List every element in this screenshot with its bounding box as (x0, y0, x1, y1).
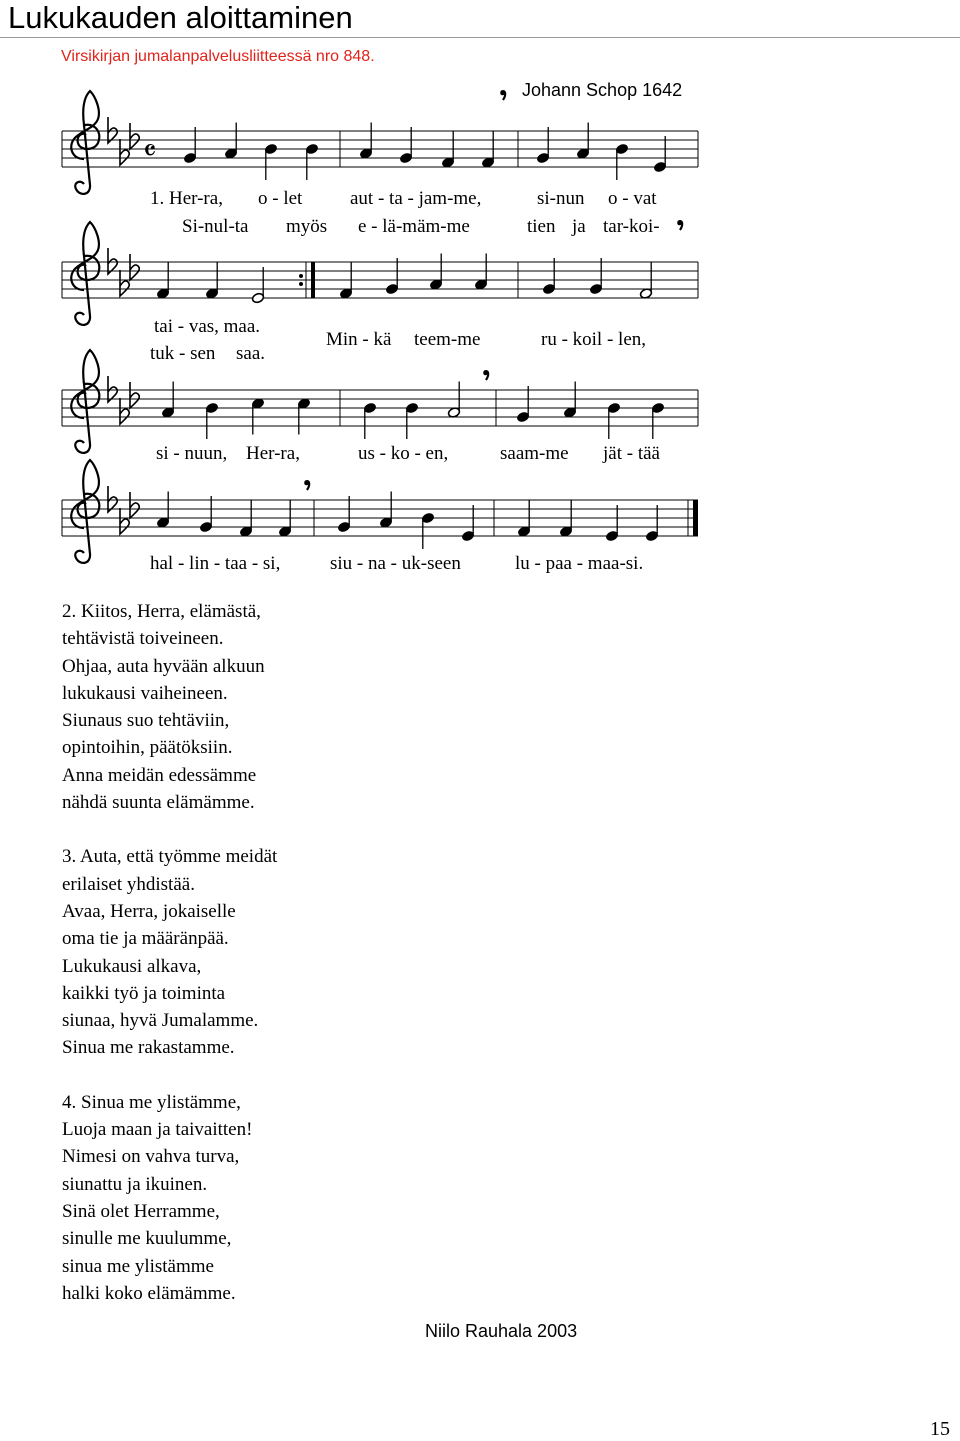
lyric: siu - na - uk-seen (330, 553, 461, 574)
page-number: 15 (930, 1418, 950, 1440)
verse-line: Ohjaa, auta hyvään alkuun (62, 655, 265, 677)
lyric: saam-me (500, 443, 569, 464)
verse-line: nähdä suunta elämämme. (62, 792, 255, 814)
lyric: o - let (258, 188, 303, 209)
common-time-icon: 𝄴 (143, 134, 157, 169)
flat-icon (108, 248, 117, 274)
flat-icon (108, 376, 117, 402)
flat-icon (130, 254, 139, 280)
flat-icon (120, 508, 129, 534)
lyric: o - vat (608, 188, 657, 209)
verse-line: tehtävistä toiveineen. (62, 628, 224, 650)
lyric: Si-nul-ta (182, 216, 249, 237)
lyric: tar-koi- (603, 216, 660, 237)
verse-line: sinulle me kuulumme, (62, 1228, 232, 1250)
lyric: hal - lin - taa - si, (150, 553, 281, 574)
verse-line: Avaa, Herra, jokaiselle (62, 900, 236, 922)
flat-icon (130, 492, 139, 518)
lyric: aut - ta - jam-me, (350, 188, 482, 209)
verse-line: Sinua me rakastamme. (62, 1037, 235, 1059)
lyric: us - ko - en, (358, 443, 449, 464)
verse-line: opintoihin, päätöksiin. (62, 737, 233, 759)
verse-3 (62, 843, 462, 1061)
flat-icon (130, 382, 139, 408)
treble-clef-icon (71, 222, 99, 325)
lyric: tien (527, 216, 556, 237)
verse-line: oma tie ja määränpää. (62, 928, 229, 950)
breath-mark-icon (483, 371, 488, 380)
verses (62, 598, 462, 1334)
breath-mark-icon (500, 91, 505, 100)
lyric: Min - kä (326, 329, 392, 350)
lyric: ja (572, 216, 586, 237)
verse-4 (62, 1089, 462, 1307)
verse-line: Sinä olet Herramme, (62, 1200, 220, 1222)
verse-line: erilaiset yhdistää. (62, 873, 195, 895)
lyric: saa. (236, 343, 266, 364)
flat-icon (108, 486, 117, 512)
verse-line: Lukukausi alkava, (62, 955, 202, 977)
treble-clef-icon (71, 91, 99, 194)
verse-line: lukukausi vaiheineen. (62, 682, 228, 704)
breath-mark-icon (304, 481, 309, 490)
verse-2 (62, 598, 462, 816)
repeat-barline (311, 262, 315, 298)
verse-line: 3. Auta, että työmme meidät (62, 846, 278, 868)
lyric: teem-me (414, 329, 481, 350)
staff-system-3 (62, 350, 698, 453)
verse-line: Luoja maan ja taivaitten! (62, 1119, 253, 1141)
lyric: tai - vas, maa. (154, 316, 261, 337)
lyric: Her-ra, (246, 443, 300, 464)
treble-clef-icon (71, 460, 99, 563)
page-title: Lukukauden aloittaminen (8, 0, 353, 35)
lyric: jät - tää (603, 443, 660, 464)
hymnal-reference: Virsikirjan jumalanpalvelusliitteessä nro 848. (61, 48, 375, 65)
flat-icon (108, 117, 117, 143)
verse-line: Nimesi on vahva turva, (62, 1146, 240, 1168)
flat-icon (120, 398, 129, 424)
flat-icon (120, 270, 129, 296)
treble-clef-icon (71, 350, 99, 453)
breath-mark-icon (677, 221, 682, 230)
verse-line: siunaa, hyvä Jumalamme. (62, 1010, 259, 1032)
staff-system-1 (62, 91, 698, 194)
verse-line: kaikki työ ja toiminta (62, 982, 226, 1004)
music-score (0, 0, 960, 600)
final-barline (693, 500, 698, 536)
lyricist-credit: Niilo Rauhala 2003 (425, 1321, 578, 1341)
lyric: myös (286, 216, 328, 237)
verse-line: Siunaus suo tehtäviin, (62, 710, 230, 732)
composer-credit: Johann Schop 1642 (522, 80, 683, 100)
verse-line: halki koko elämämme. (62, 1282, 236, 1304)
verse-line: sinua me ylistämme (62, 1255, 214, 1277)
lyric: 1. Her-ra, (150, 188, 223, 209)
verse-line: siunattu ja ikuinen. (62, 1173, 208, 1195)
staff-system-4 (62, 460, 698, 563)
lyric: e - lä-mäm-me (358, 216, 470, 237)
verse-line: Anna meidän edessämme (62, 764, 257, 786)
lyric: si - nuun, (156, 443, 228, 464)
verse-line: 4. Sinua me ylistämme, (62, 1091, 241, 1113)
flat-icon (120, 139, 129, 165)
flat-icon (130, 123, 139, 149)
lyric: ru - koil - len, (541, 329, 647, 350)
lyric: si-nun (537, 188, 585, 209)
lyric: lu - paa - maa-si. (515, 553, 644, 574)
verse-line: 2. Kiitos, Herra, elämästä, (62, 601, 261, 622)
lyric: tuk - sen (150, 343, 216, 364)
